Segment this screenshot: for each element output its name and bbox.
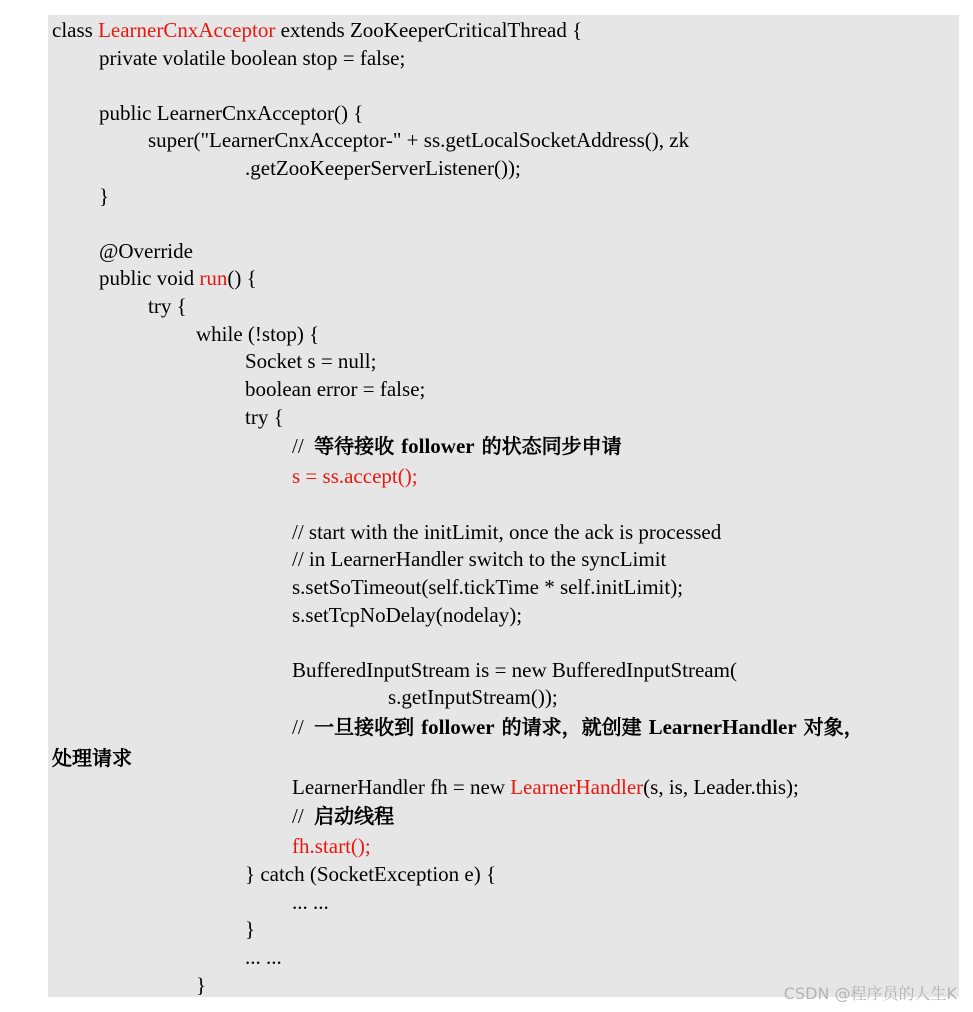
code-line: try { <box>148 294 187 318</box>
code-line-class-declaration: class LearnerCnxAcceptor extends ZooKeeperCriticalThread { <box>52 18 583 42</box>
code-comment-start-thread: // 启动线程 <box>292 804 395 828</box>
code-line-start-highlight: fh.start(); <box>292 834 371 858</box>
code-line: Socket s = null; <box>245 349 377 373</box>
code-line: } <box>99 184 110 208</box>
code-line: .getZooKeeperServerListener()); <box>245 156 521 180</box>
code-line: while (!stop) { <box>196 322 320 346</box>
code-comment: // start with the initLimit, once the ack is processed <box>292 520 722 544</box>
run-highlight: run <box>199 266 228 290</box>
code-line: super("LearnerCnxAcceptor-" + ss.getLocalSocketAddress(), zk <box>148 128 690 152</box>
code-line: ... ... <box>292 890 329 914</box>
code-line: public LearnerCnxAcceptor() { <box>99 101 364 125</box>
code-line-annotation: @Override <box>99 239 193 263</box>
code-comment-wait-follower: // 等待接收 follower 的状态同步申请 <box>292 434 622 458</box>
code-line: s.getInputStream()); <box>388 685 558 709</box>
code-line: } catch (SocketException e) { <box>245 862 497 886</box>
code-line-new-handler: LearnerHandler fh = new LearnerHandler(s, is, Leader.this); <box>292 775 799 799</box>
csdn-watermark: CSDN @程序员的人生K <box>783 984 957 1003</box>
code-line: ... ... <box>245 945 282 969</box>
code-line-accept-highlight: s = ss.accept(); <box>292 464 418 488</box>
learner-handler-highlight: LearnerHandler <box>510 775 644 799</box>
class-name-highlight: LearnerCnxAcceptor <box>98 18 276 42</box>
code-line: } <box>245 917 256 941</box>
code-line: } <box>196 973 207 997</box>
code-line: try { <box>245 405 284 429</box>
code-line: private volatile boolean stop = false; <box>99 46 406 70</box>
code-comment-create-handler: // 一旦接收到 follower 的请求，就创建 LearnerHandler 对象， <box>292 715 864 739</box>
code-comment: // in LearnerHandler switch to the syncLimit <box>292 547 667 571</box>
code-line: s.setSoTimeout(self.tickTime * self.initLimit); <box>292 575 684 599</box>
code-block <box>48 15 959 997</box>
code-line-run-method: public void run() { <box>99 266 257 290</box>
code-line: s.setTcpNoDelay(nodelay); <box>292 603 523 627</box>
code-line: boolean error = false; <box>245 377 426 401</box>
code-comment-wrap: 处理请求 <box>52 746 132 770</box>
code-line: BufferedInputStream is = new BufferedInputStream( <box>292 658 737 682</box>
